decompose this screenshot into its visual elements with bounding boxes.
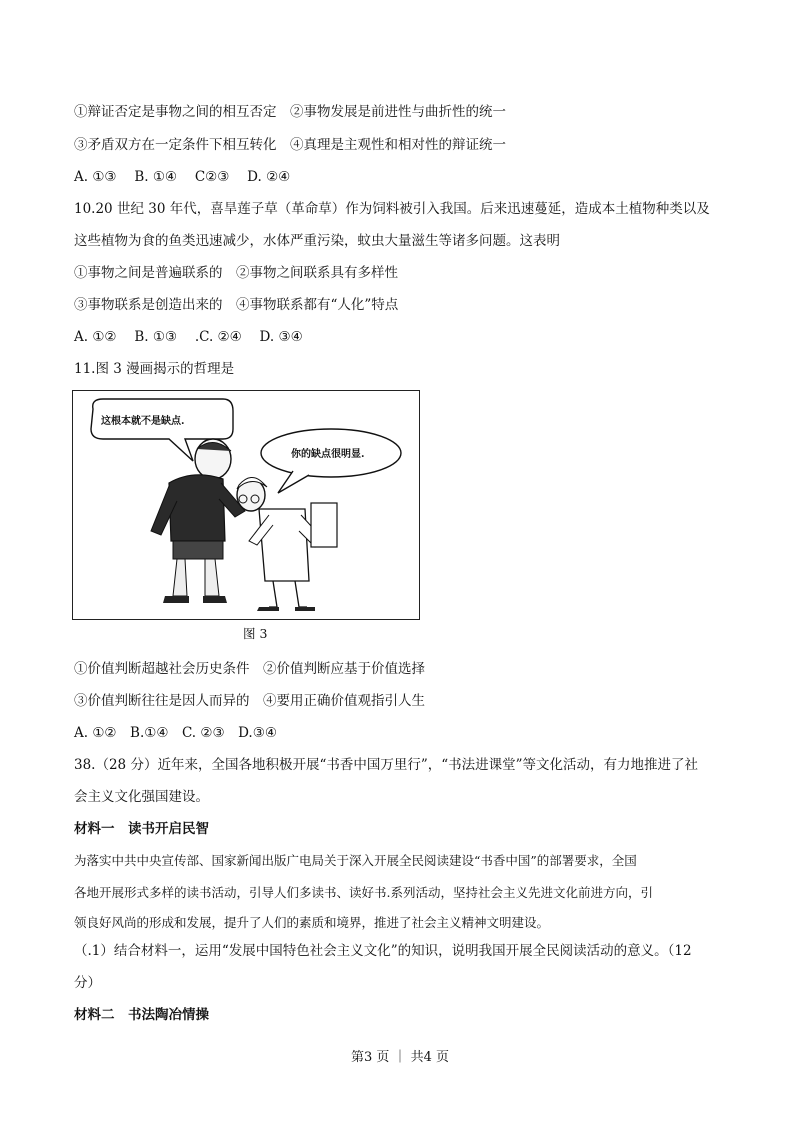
sub-question-1-line-2: 分） <box>74 975 101 991</box>
q11-choices: A. ①② B.①④ C. ②③ D.③④ <box>74 725 277 741</box>
doctor-figure <box>237 477 337 611</box>
q9-choices: A. ①③ B. ①④ C②③ D. ②④ <box>74 169 291 185</box>
q38-stem-line-2: 会主义文化强国建设。 <box>74 789 209 805</box>
cartoon-figure-3 <box>72 390 420 620</box>
q10-choices: A. ①② B. ①③ .C. ②④ D. ③④ <box>74 329 303 345</box>
left-man-figure <box>151 439 245 603</box>
page-footer: 第3 页 ｜ 共4 页 <box>350 1050 450 1065</box>
bubble-right-text: 你的缺点很明显. <box>291 449 365 460</box>
material-1-title: 材料一 读书开启民智 <box>74 821 209 837</box>
sub-question-1-line-1: （.1）结合材料一，运用“发展中国特色社会主义文化”的知识，说明我国开展全民阅读活动的意义。（12 <box>74 943 692 959</box>
q9-option-line-2: ③矛盾双方在一定条件下相互转化 ④真理是主观性和相对性的辩证统一 <box>74 137 506 153</box>
material-1-line-1: 为落实中共中央宣传部、国家新闻出版广电局关于深入开展全民阅读建设“书香中国”的部署要求，全国 <box>74 853 637 868</box>
q10-option-line-1: ①事物之间是普遍联系的 ②事物之间联系具有多样性 <box>74 265 398 281</box>
q11-stem: 11.图 3 漫画揭示的哲理是 <box>74 361 235 377</box>
q10-stem-line-1: 10.20 世纪 30 年代，喜旱莲子草（革命草）作为饲料被引入我国。后来迅速蔓延，造成本土植物种类以及 <box>74 201 710 217</box>
bubble-left-text: 这根本就不是缺点. <box>101 416 185 427</box>
q10-option-line-2: ③事物联系是创造出来的 ④事物联系都有“人化”特点 <box>74 297 399 313</box>
figure-caption: 图 3 <box>243 626 268 641</box>
material-1-line-3: 领良好风尚的形成和发展，提升了人们的素质和境界，推进了社会主义精神文明建设。 <box>74 915 550 930</box>
q38-stem-line-1: 38.（28 分）近年来，全国各地积极开展“书香中国万里行”，“书法进课堂”等文化活动，有力地推进了社 <box>74 757 699 773</box>
q10-stem-line-2: 这些植物为食的鱼类迅速减少，水体严重污染，蚊虫大量滋生等诸多问题。这表明 <box>74 233 560 249</box>
q9-option-line-1: ①辩证否定是事物之间的相互否定 ②事物发展是前进性与曲折性的统一 <box>74 104 506 120</box>
material-2-title: 材料二 书法陶冶情操 <box>74 1007 209 1023</box>
q11-option-line-2: ③价值判断往往是因人而异的 ④要用正确价值观指引人生 <box>74 693 425 709</box>
cartoon-drawing <box>73 391 419 619</box>
q11-option-line-1: ①价值判断超越社会历史条件 ②价值判断应基于价值选择 <box>74 661 425 677</box>
material-1-line-2: 各地开展形式多样的读书活动，引导人们多读书、读好书.系列活动，坚持社会主义先进文化前进方向，引 <box>74 885 653 900</box>
